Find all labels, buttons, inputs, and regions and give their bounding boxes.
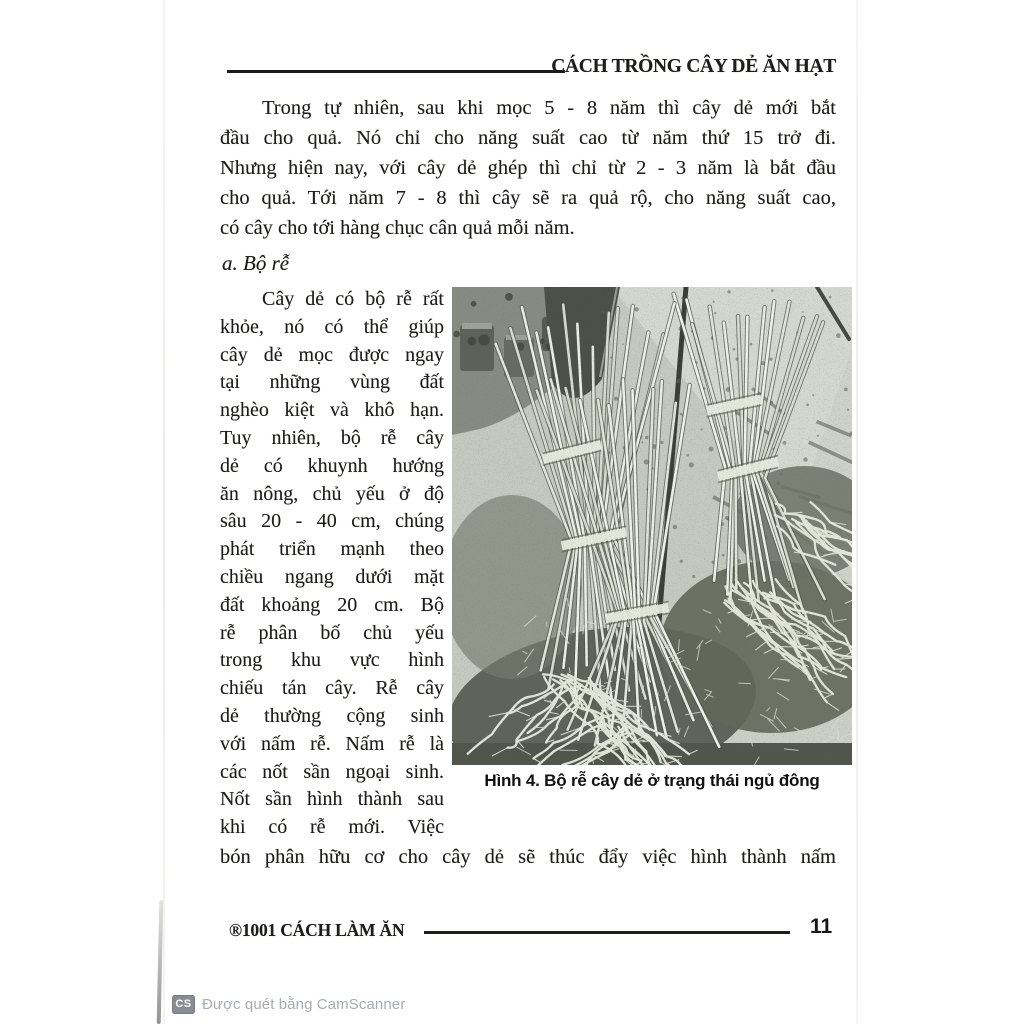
figure xyxy=(452,287,852,791)
text-line: ăn nông, chủ yếu ở độ xyxy=(220,482,444,505)
page-edge-right xyxy=(856,0,858,1024)
camscanner-icon: CS xyxy=(172,995,195,1014)
intro-paragraph xyxy=(220,93,836,243)
text-line: Tuy nhiên, bộ rễ cây xyxy=(220,426,444,449)
page-number: 11 xyxy=(810,915,833,938)
text-line: khi có rễ mới. Việc xyxy=(220,816,444,839)
column-paragraph xyxy=(220,286,444,842)
watermark-text: Được quét bằng CamScanner xyxy=(202,996,406,1013)
closing-line: bón phân hữu cơ cho cây dẻ sẽ thúc đẩy việc hình thành nấm xyxy=(220,846,836,868)
text-line: Cây dẻ có bộ rễ rất xyxy=(262,288,444,310)
text-line: khỏe, nó có thể giúp xyxy=(220,315,444,338)
text-line: Nhưng hiện nay, với cây dẻ ghép thì chỉ từ 2 - 3 năm là bắt đầu xyxy=(220,157,836,179)
text-line: Nốt sần hình thành sau xyxy=(220,788,444,811)
text-line: đầu cho quả. Nó chỉ cho năng suất cao từ năm thứ 15 trở đi. xyxy=(220,127,836,149)
text-line: dẻ thường cộng sinh xyxy=(220,704,444,727)
text-line: có cây cho tới hàng chục cân quả mỗi năm. xyxy=(220,217,575,239)
text-line: Trong tự nhiên, sau khi mọc 5 - 8 năm thì cây dẻ mới bắt xyxy=(262,97,836,119)
text-line: chiều ngang dưới mặt xyxy=(220,565,444,588)
text-line: nghèo kiệt và khô hạn. xyxy=(220,399,444,422)
text-line: cho quả. Tới năm 7 - 8 thì cây sẽ ra quả rộ, cho năng suất cao, xyxy=(220,187,836,209)
text-line: rễ phân bố chủ yếu xyxy=(220,621,444,644)
text-line: với nấm rễ. Nấm rễ là xyxy=(220,732,444,755)
text-line: các nốt sần ngoại sinh. xyxy=(220,760,444,783)
footer-rule xyxy=(424,931,790,934)
text-line: chiếu tán cây. Rễ cây xyxy=(220,677,444,700)
text-line: sâu 20 - 40 cm, chúng xyxy=(220,510,444,533)
text-line: cây dẻ mọc được ngay xyxy=(220,343,444,366)
text-line: tại những vùng đất xyxy=(220,371,444,394)
text-line: đất khoảng 20 cm. Bộ xyxy=(220,593,444,616)
text-line: dẻ có khuynh hướng xyxy=(220,454,444,477)
seedling-roots-photo xyxy=(452,287,852,765)
text-line: phát triển mạnh theo xyxy=(220,538,444,561)
footer-brand: ®1001 CÁCH LÀM ĂN xyxy=(229,920,405,940)
figure-caption: Hình 4. Bộ rễ cây dẻ ở trạng thái ngủ đông xyxy=(484,771,820,790)
running-header-title: CÁCH TRỒNG CÂY DẺ ĂN HẠT xyxy=(551,56,836,77)
page-edge-left xyxy=(163,0,165,1024)
text-line: trong khu vực hình xyxy=(220,649,444,672)
camscanner-watermark xyxy=(172,995,405,1014)
section-heading: a. Bộ rễ xyxy=(222,251,290,275)
